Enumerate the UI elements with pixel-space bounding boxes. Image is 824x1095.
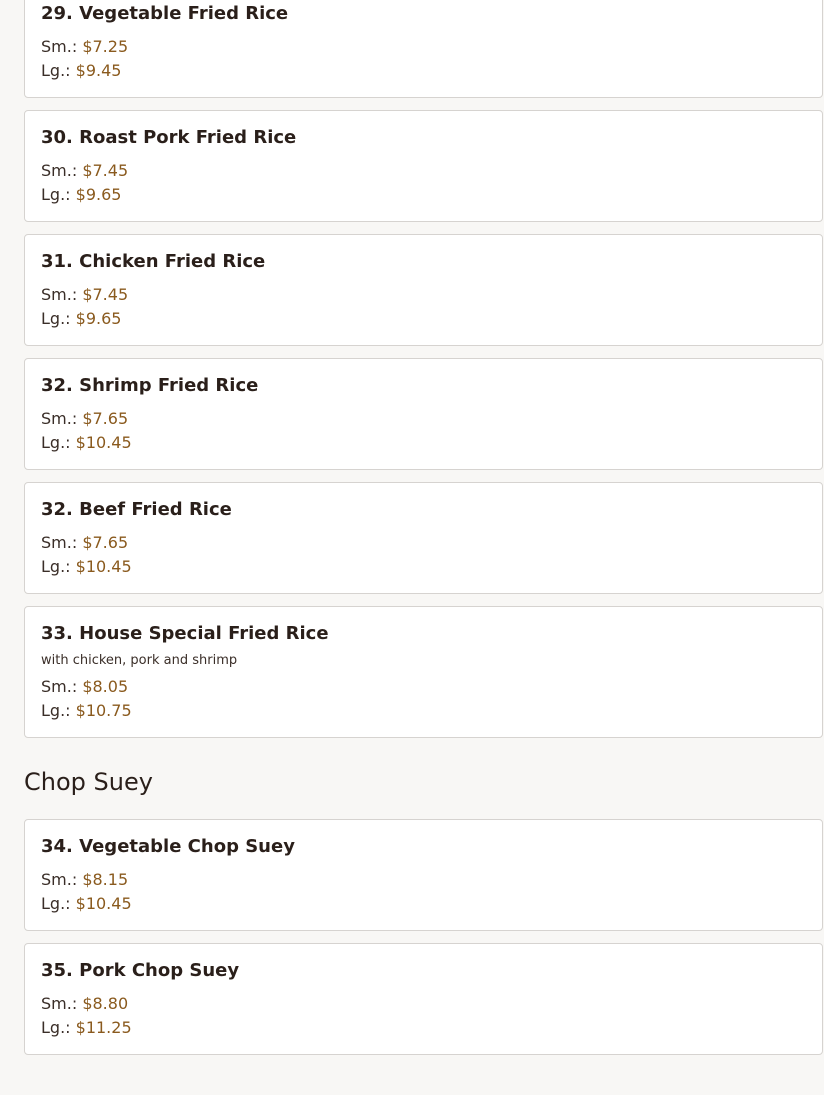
large-price-label: Lg.:: [41, 894, 71, 913]
large-price-row: [41, 431, 806, 455]
small-price-row: [41, 407, 806, 431]
small-price-row: [41, 283, 806, 307]
small-price-value: $7.25: [82, 37, 129, 56]
small-price-value: $8.15: [82, 870, 129, 889]
large-price-value: $9.65: [75, 309, 122, 328]
small-price-label: Sm.:: [41, 285, 78, 304]
small-price-label: Sm.:: [41, 533, 78, 552]
small-price-row: [41, 675, 806, 699]
small-price-value: $7.65: [82, 533, 129, 552]
large-price-label: Lg.:: [41, 557, 71, 576]
menu-item-name: 35. Pork Chop Suey: [41, 960, 240, 981]
small-price-row: [41, 992, 806, 1016]
small-price-label: Sm.:: [41, 161, 78, 180]
large-price-row: [41, 307, 806, 331]
small-price-row: [41, 35, 806, 59]
large-price-label: Lg.:: [41, 701, 71, 720]
large-price-label: Lg.:: [41, 185, 71, 204]
section-title-chop-suey: Chop Suey: [24, 768, 153, 796]
small-price-value: $7.45: [82, 285, 129, 304]
small-price-label: Sm.:: [41, 870, 78, 889]
small-price-value: $8.80: [82, 994, 129, 1013]
menu-item-card[interactable]: [24, 110, 823, 222]
large-price-value: $9.45: [75, 61, 122, 80]
menu-item-card[interactable]: [24, 358, 823, 470]
menu-item-name: 31. Chicken Fried Rice: [41, 251, 266, 272]
small-price-value: $7.45: [82, 161, 129, 180]
large-price-label: Lg.:: [41, 433, 71, 452]
large-price-value: $10.45: [75, 894, 132, 913]
large-price-row: [41, 555, 806, 579]
large-price-label: Lg.:: [41, 309, 71, 328]
menu-item-name: 30. Roast Pork Fried Rice: [41, 127, 297, 148]
menu-item-card[interactable]: [24, 234, 823, 346]
menu-item-description: with chicken, pork and shrimp: [41, 653, 238, 668]
menu-item-name: 32. Beef Fried Rice: [41, 499, 232, 520]
large-price-row: [41, 892, 806, 916]
large-price-label: Lg.:: [41, 1018, 71, 1037]
menu-item-card[interactable]: [24, 0, 823, 98]
large-price-row: [41, 183, 806, 207]
small-price-row: [41, 159, 806, 183]
large-price-label: Lg.:: [41, 61, 71, 80]
large-price-value: $10.45: [75, 557, 132, 576]
large-price-row: [41, 699, 806, 723]
large-price-value: $9.65: [75, 185, 122, 204]
menu-item-name: 34. Vegetable Chop Suey: [41, 836, 295, 857]
small-price-label: Sm.:: [41, 994, 78, 1013]
menu-list: [24, 0, 823, 1067]
small-price-label: Sm.:: [41, 677, 78, 696]
small-price-row: [41, 868, 806, 892]
large-price-value: $11.25: [75, 1018, 132, 1037]
menu-item-card[interactable]: [24, 482, 823, 594]
small-price-value: $8.05: [82, 677, 129, 696]
menu-item-name: 33. House Special Fried Rice: [41, 623, 329, 644]
menu-item-card[interactable]: [24, 943, 823, 1055]
menu-item-name: 29. Vegetable Fried Rice: [41, 3, 289, 24]
large-price-value: $10.45: [75, 433, 132, 452]
large-price-value: $10.75: [75, 701, 132, 720]
menu-item-name: 32. Shrimp Fried Rice: [41, 375, 259, 396]
small-price-label: Sm.:: [41, 409, 78, 428]
menu-item-card[interactable]: [24, 819, 823, 931]
large-price-row: [41, 1016, 806, 1040]
small-price-value: $7.65: [82, 409, 129, 428]
menu-item-card[interactable]: [24, 606, 823, 738]
large-price-row: [41, 59, 806, 83]
small-price-row: [41, 531, 806, 555]
small-price-label: Sm.:: [41, 37, 78, 56]
